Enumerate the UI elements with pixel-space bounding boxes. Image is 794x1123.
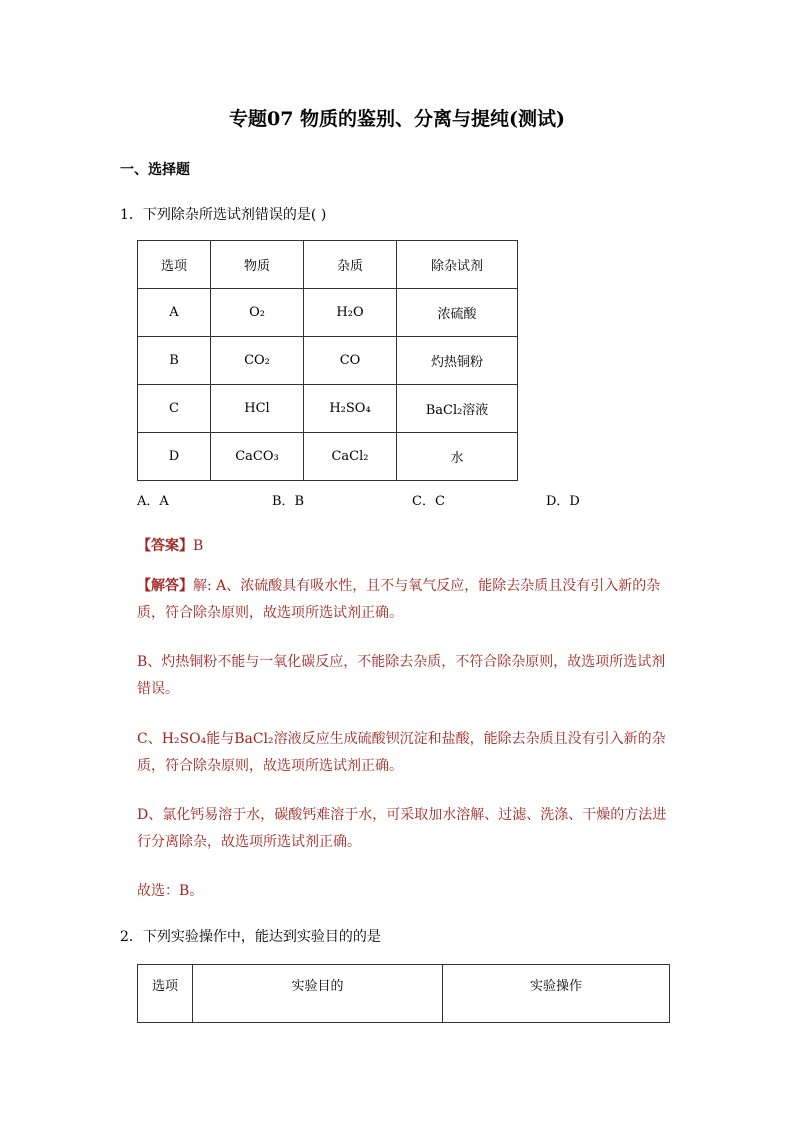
question-2-stem: 2．下列实验操作中，能达到实验目的的是 [120,929,381,945]
table-row [138,385,518,433]
analysis-paragraph-3: C、H₂SO₄能与BaCl₂溶液反应生成硫酸钡沉淀和盐酸，能除去杂质且没有引入新的杂质，符合除杂原则，故选项所选试剂正确。 [137,731,666,774]
header-cell: 选项 [138,241,211,289]
section-heading: 一、选择题 [120,162,190,178]
table-cell: 灼热铜粉 [397,337,518,385]
analysis-label: 【解答】 [137,578,193,594]
table-cell: CaCl₂ [304,433,397,481]
analysis-paragraph-1 [137,573,677,627]
question-1-table [137,240,518,481]
table-cell: CO₂ [211,337,304,385]
table-cell: H₂O [304,289,397,337]
header-cell: 物质 [211,241,304,289]
table-cell: CaCO₃ [211,433,304,481]
option-b: B．B [272,494,305,509]
table-cell: BaCl₂溶液 [397,385,518,433]
option-a: A．A [137,494,169,509]
table-cell: C [138,385,211,433]
table-cell: O₂ [211,289,304,337]
question-1-stem: 1．下列除杂所选试剂错误的是( ) [120,207,327,223]
header-cell: 除杂试剂 [397,241,518,289]
option-c: C．C [412,494,445,509]
table-cell: H₂SO₄ [304,385,397,433]
table-header-row [138,241,518,289]
header-cell: 实验目的 [193,965,443,1023]
table-header-row [138,965,670,1023]
table-row [138,337,518,385]
option-d: D．D [546,494,580,509]
table-cell: CO [304,337,397,385]
table-cell: A [138,289,211,337]
table-cell: HCl [211,385,304,433]
analysis-text: 解: A、浓硫酸具有吸水性，且不与氧气反应，能除去杂质且没有引入新的杂质，符合除杂原则，故选项所选试剂正确。 [137,578,661,621]
table-row [138,289,518,337]
answer-label: 【答案】 [137,538,193,554]
table-cell: D [138,433,211,481]
header-cell: 杂质 [304,241,397,289]
header-cell: 选项 [138,965,193,1023]
analysis-paragraph-2: B、灼热铜粉不能与一氧化碳反应，不能除去杂质，不符合除杂原则，故选项所选试剂错误。 [137,654,666,697]
table-cell: B [138,337,211,385]
page-title: 专题07 物质的鉴别、分离与提纯(测试) [228,108,566,130]
table-cell: 水 [397,433,518,481]
analysis-conclusion: 故选：B。 [137,883,204,899]
question-2-table [137,964,670,1023]
header-cell: 实验操作 [443,965,670,1023]
answer-value: B [193,538,204,554]
answer-line [137,535,203,555]
table-row [138,433,518,481]
analysis-paragraph-4: D、氯化钙易溶于水，碳酸钙难溶于水，可采取加水溶解、过滤、洗涤、干燥的方法进行分离除杂，故选项所选试剂正确。 [137,807,667,850]
table-cell: 浓硫酸 [397,289,518,337]
